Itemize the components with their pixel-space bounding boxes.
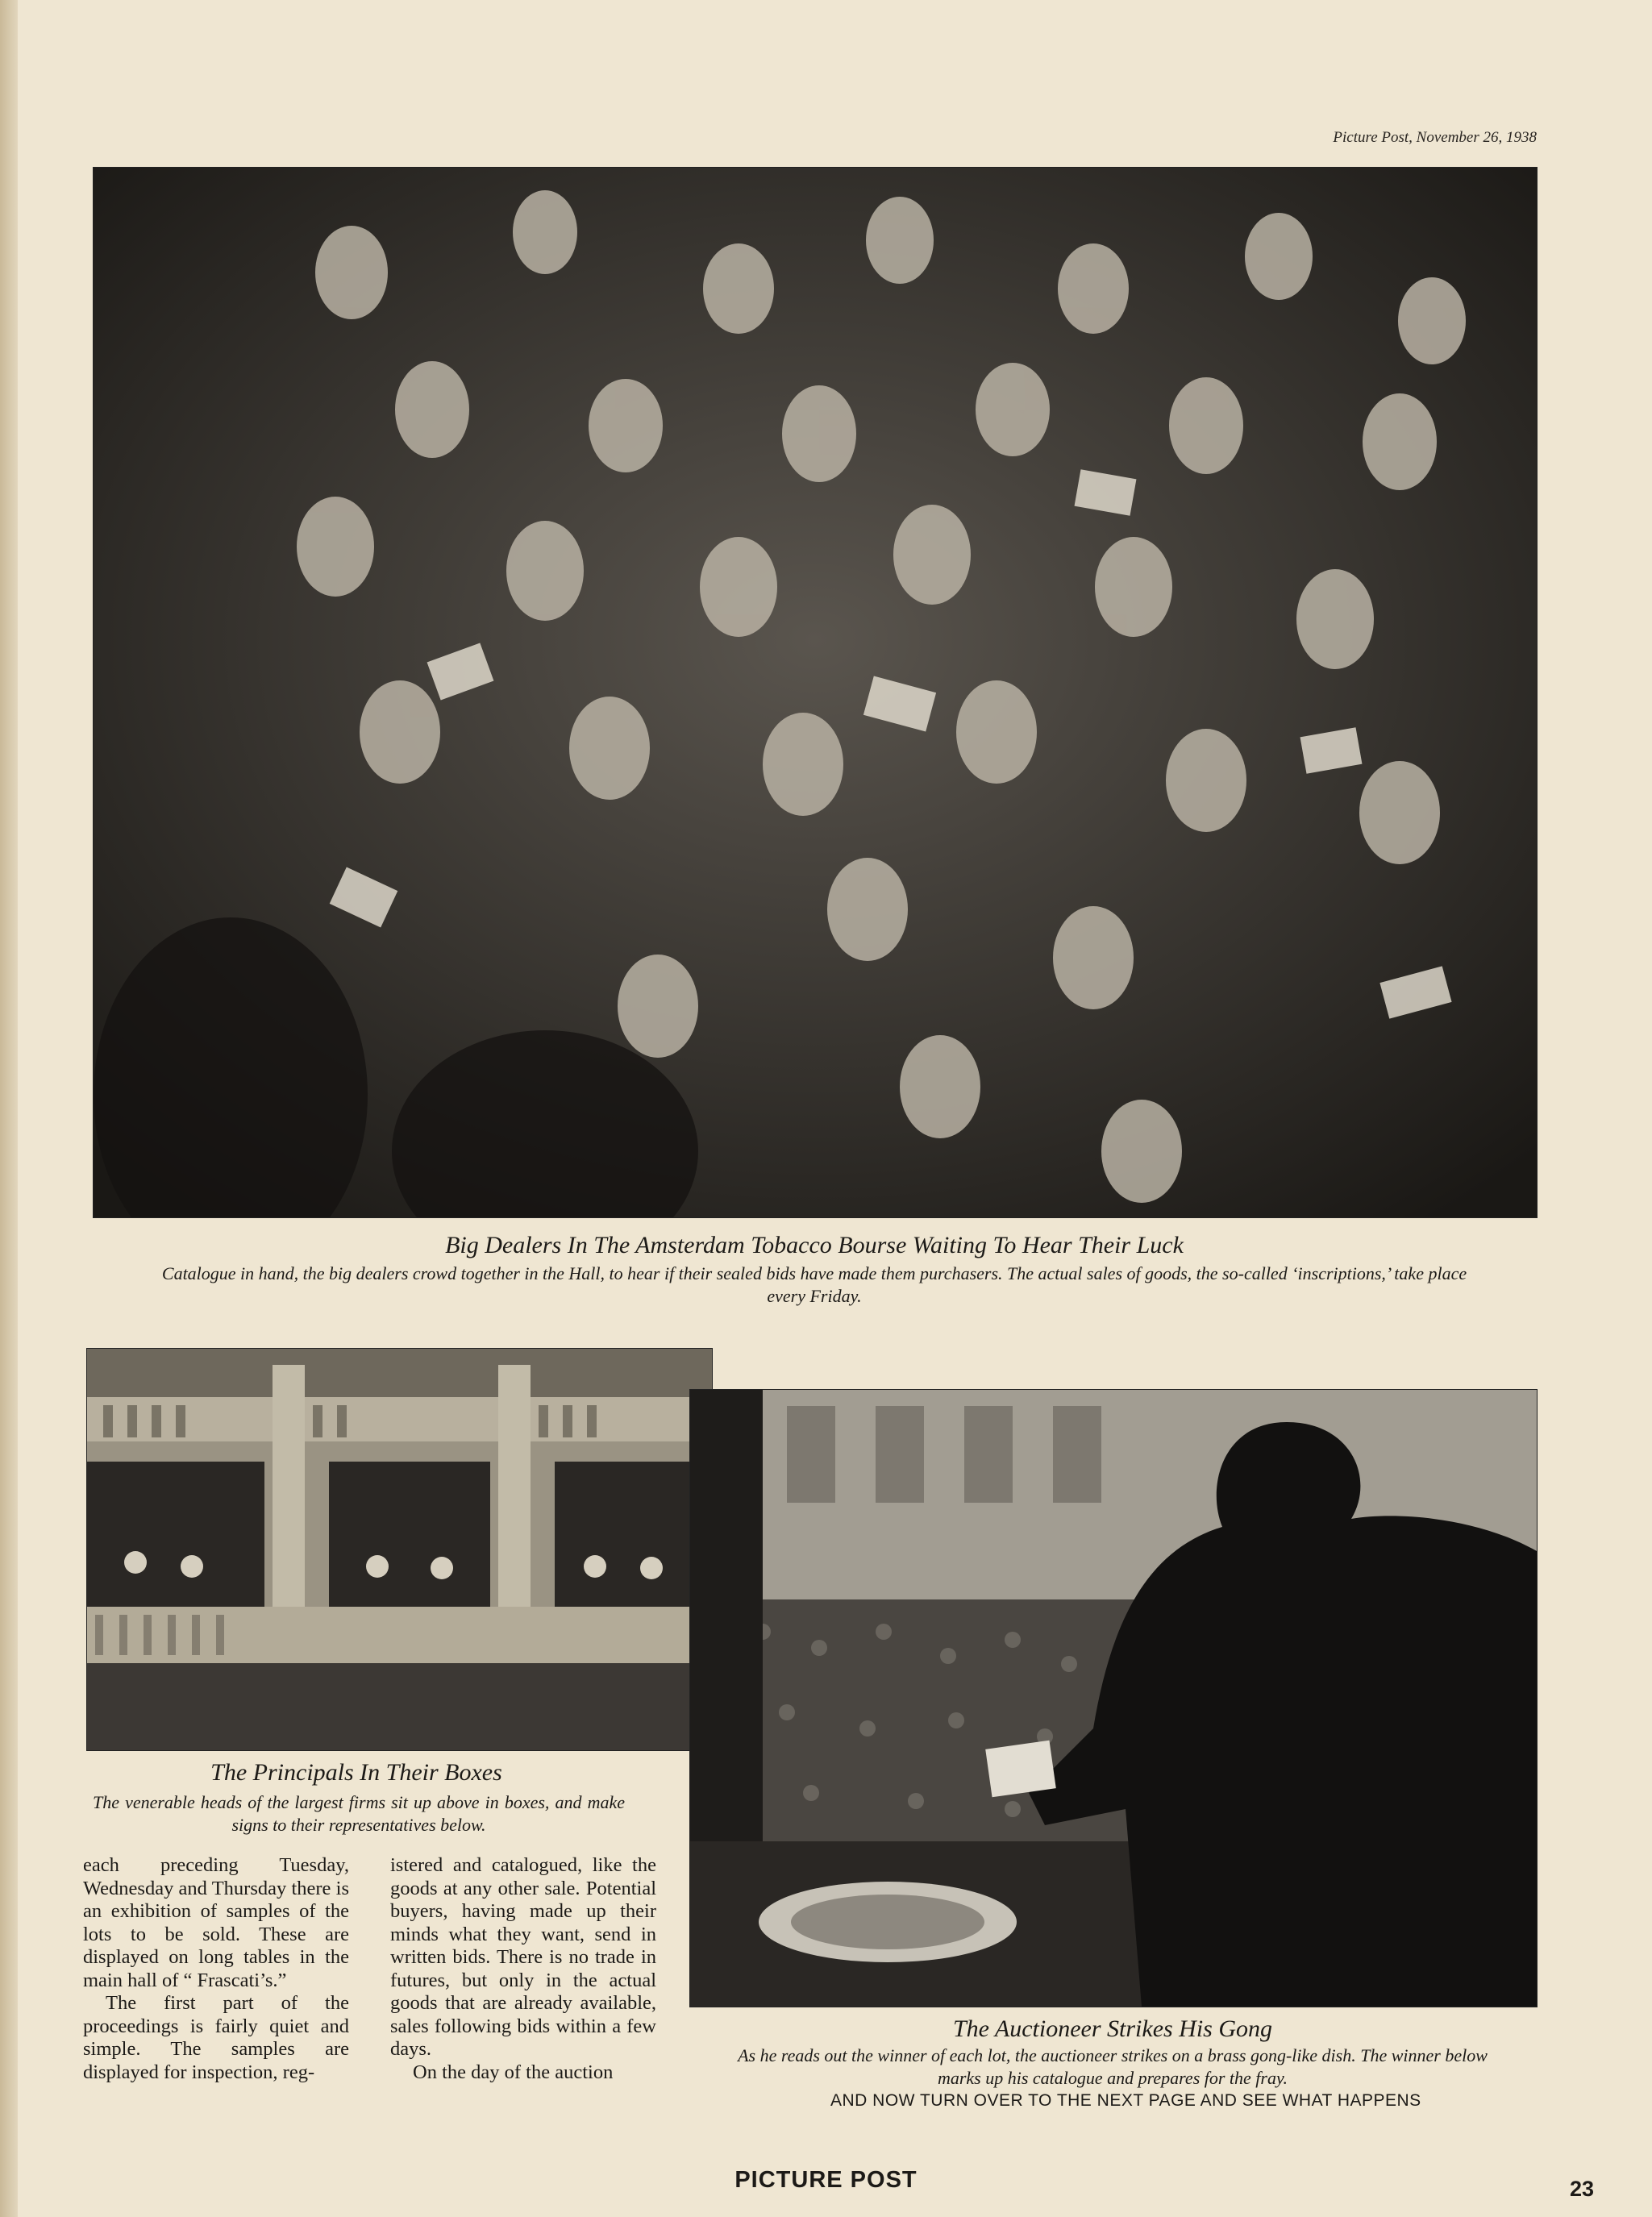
page-number: 23 [1569, 2177, 1594, 2201]
article-paragraph: The first part of the proceedings is fairly quiet and simple. The samples are displayed for inspection, reg- [83, 1992, 349, 2083]
magazine-footer-brand: PICTURE POST [734, 2167, 918, 2193]
boxes-photo-caption: The venerable heads of the largest firms sit up above in boxes, and make signs to their representatives below. [93, 1792, 625, 1835]
main-photo-title: Big Dealers In The Amsterdam Tobacco Bourse Waiting To Hear Their Luck [445, 1232, 1184, 1258]
article-paragraph: On the day of the auction [413, 2061, 614, 2083]
article-column-2 [390, 1854, 656, 2084]
article-column-1 [83, 1854, 349, 2084]
article-paragraph: each preceding Tuesday, Wednesday and Thursday there is an exhibition of samples of the lots to be sold. These are displayed on long tables in the main hall of “ Frascati’s.” [83, 1854, 349, 1991]
issue-dateline: Picture Post, November 26, 1938 [1333, 129, 1537, 146]
auctioneer-photo-caption: As he reads out the winner of each lot, the auctioneer strikes on a brass gong-like dish. The winner below marks up his catalogue and prepares for the fray. [738, 2045, 1488, 2088]
page-spine-edge [0, 0, 18, 2217]
turn-over-prompt: AND NOW TURN OVER TO THE NEXT PAGE AND SEE WHAT HAPPENS [830, 2091, 1421, 2110]
auctioneer-photo-title: The Auctioneer Strikes His Gong [952, 2015, 1273, 2042]
article-paragraph: istered and catalogued, like the goods at any other sale. Potential buyers, having made up their minds what they want, send in written bids. There is no trade in futures, but only in the actual goods that are already available, sales following bids within a few days. [390, 1854, 656, 2060]
boxes-photo-title: The Principals In Their Boxes [210, 1759, 502, 1786]
boxes-photo [86, 1348, 713, 1751]
auctioneer-photo [689, 1389, 1538, 2007]
main-photo-caption: Catalogue in hand, the big dealers crowd together in the Hall, to hear if their sealed bids have made them purchasers. The actual sales of goods, the so-called ‘inscriptions,’ take place every Friday. [161, 1263, 1467, 1306]
crowd-photo [93, 167, 1538, 1218]
